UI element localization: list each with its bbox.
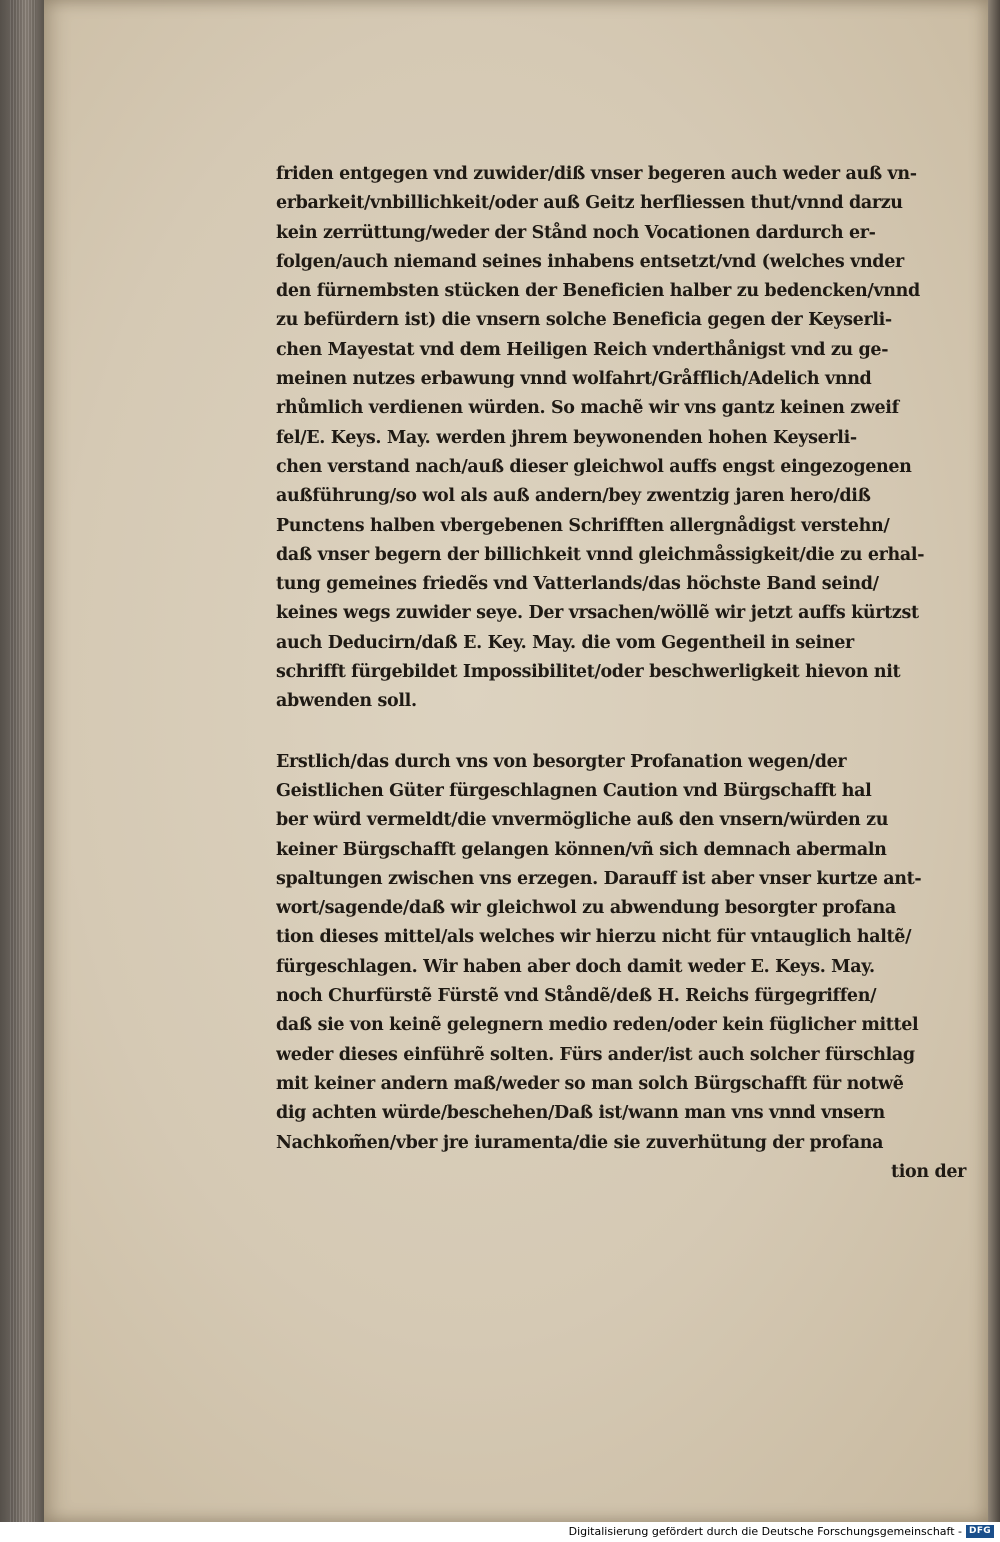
page-text	[276, 160, 976, 1187]
text-line: auch Deducirn/daß E. Key. May. die vom Gegentheil in seiner	[276, 632, 854, 653]
text-line: den fürnembsten stücken der Beneficien halber zu bedencken/vnnd	[276, 281, 920, 302]
text-line: fürgeschlagen. Wir haben aber doch damit weder E. Keys. May.	[276, 956, 875, 977]
text-line: chen Mayestat vnd dem Heiligen Reich vnderthånigst vnd zu ge-	[276, 339, 889, 360]
text-line: keines wegs zuwider seye. Der vrsachen/wöllẽ wir jetzt auffs kürtzst	[276, 603, 919, 624]
text-line: friden entgegen vnd zuwider/diß vnser begeren auch weder auß vn-	[276, 164, 917, 184]
text-line: noch Churfürstẽ Fürstẽ vnd Ståndẽ/deß H. Reichs fürgegriffen/	[276, 986, 877, 1007]
text-line: chen verstand nach/auß dieser gleichwol auffs engst eingezogenen	[276, 456, 912, 477]
text-line: erbarkeit/vnbillichkeit/oder auß Geitz herfliessen thut/vnnd darzu	[276, 193, 903, 214]
text-line: daß sie von keinẽ gelegnern medio reden/oder kein füglicher mittel	[276, 1015, 919, 1036]
footer-bar	[0, 1522, 1000, 1542]
catchword: tion der	[890, 1161, 966, 1182]
text-line: daß vnser begern der billichkeit vnnd gleichmåssigkeit/die zu erhal-	[276, 544, 925, 565]
text-line: Geistlichen Güter fürgeschlagnen Caution vnd Bürgschafft hal	[276, 780, 872, 801]
paragraph-2	[276, 748, 976, 1158]
paragraph-1	[276, 160, 976, 717]
text-line: folgen/auch niemand seines inhabens entsetzt/vnd (welches vnder	[276, 251, 904, 272]
text-line: Nachkom̃en/vber jre iuramenta/die sie zuverhütung der profana	[276, 1132, 884, 1153]
book-spine-edge	[0, 0, 44, 1522]
text-line: ber würd vermeldt/die vnvermögliche auß den vnsern/würden zu	[276, 810, 889, 831]
text-line: rhůmlich verdienen würden. So machẽ wir vns gantz keinen zweif	[276, 398, 899, 419]
text-line: abwenden soll.	[276, 691, 417, 712]
text-line: kein zerrüttung/weder der Stånd noch Vocationen dardurch er-	[276, 222, 876, 243]
text-line: tung gemeines friedẽs vnd Vatterlands/das höchste Band seind/	[276, 574, 879, 595]
text-line: Erstlich/das durch vns von besorgter Profanation wegen/der	[276, 751, 847, 772]
text-line: weder dieses einführẽ solten. Fürs ander/ist auch solcher fürschlag	[276, 1044, 915, 1065]
text-line: dig achten würde/beschehen/Daß ist/wann man vns vnnd vnsern	[276, 1103, 885, 1124]
text-line: mit keiner andern maß/weder so man solch Bürgschafft für notwẽ	[276, 1073, 904, 1094]
text-line: fel/E. Keys. May. werden jhrem beywonenden hohen Keyserli-	[276, 427, 857, 448]
funding-credit: Digitalisierung gefördert durch die Deutsche Forschungsgemeinschaft -	[568, 1525, 962, 1538]
text-line: wort/sagende/daß wir gleichwol zu abwendung besorgter profana	[276, 898, 896, 919]
text-line: keiner Bürgschafft gelangen können/vñ sich demnach abermaln	[276, 839, 887, 860]
text-line: tion dieses mittel/als welches wir hierzu nicht für vntauglich haltẽ/	[276, 927, 912, 948]
text-line: meinen nutzes erbawung vnnd wolfahrt/Gråfflich/Adelich vnnd	[276, 369, 872, 390]
page-right-edge	[988, 0, 1000, 1522]
text-line: zu befürdern ist) die vnsern solche Beneficia gegen der Keyserli-	[276, 310, 892, 331]
text-line: spaltungen zwischen vns erzegen. Darauff ist aber vnser kurtze ant-	[276, 868, 922, 889]
dfg-logo: DFG	[966, 1525, 994, 1538]
text-line: schrifft fürgebildet Impossibilitet/oder beschwerligkeit hievon nit	[276, 662, 901, 683]
text-line: außführung/so wol als auß andern/bey zwentzig jaren hero/diß	[276, 486, 871, 507]
text-line: Punctens halben vbergebenen Schrifften allergnådigst verstehn/	[276, 515, 890, 536]
